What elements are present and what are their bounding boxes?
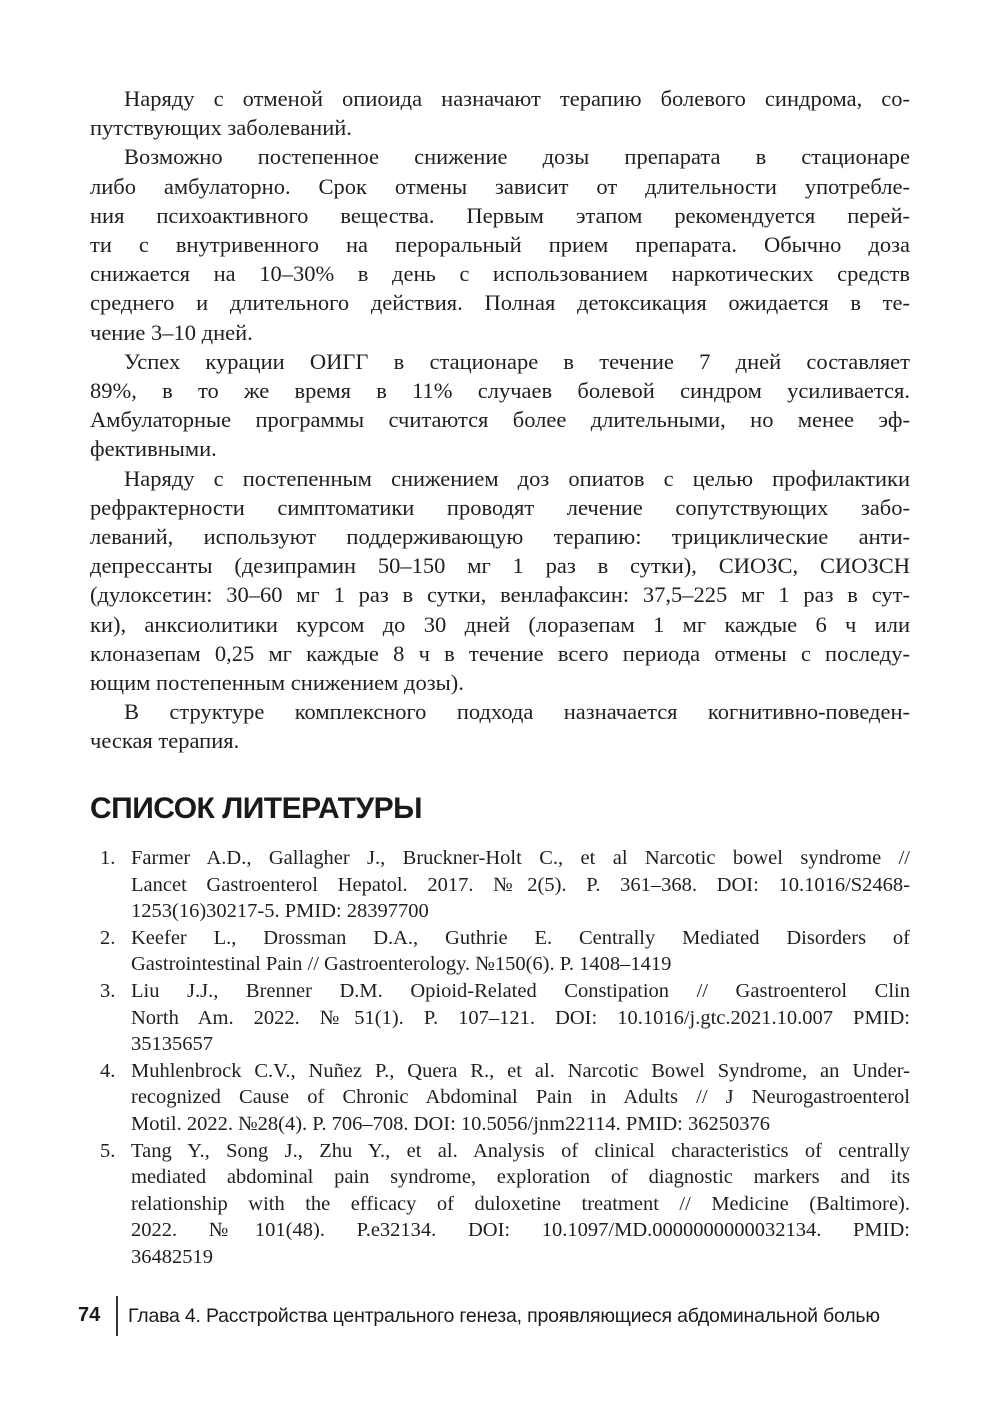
reference-number: 3. (100, 979, 116, 1002)
references-heading: СПИСОК ЛИТЕРАТУРЫ (90, 792, 423, 825)
reference-line: mediated abdominal pain syndrome, exploration of diagnostic markers and its (131, 1166, 910, 1189)
paragraph-line: ти с внутривенного на пероральный прием препарата. Обычно доза (90, 232, 910, 258)
paragraph-line: леваний, используют поддерживающую терапию: трициклические анти- (90, 524, 910, 550)
reference-item (90, 925, 910, 978)
paragraph-line: Наряду с отменой опиоида назначают терапию болевого синдрома, со- (124, 86, 910, 111)
paragraph-line: клоназепам 0,25 мг каждые 8 ч в течение всего периода отмены с последу- (90, 640, 910, 666)
paragraph-line: 89%, в то же время в 11% случаев болевой синдром усиливается. (90, 378, 910, 404)
reference-line: recognized Cause of Chronic Abdominal Pain in Adults // J Neurogastroenterol (131, 1086, 910, 1109)
paragraph-line: фективными. (90, 436, 217, 462)
reference-line: 35135657 (131, 1033, 213, 1056)
paragraph-line: ющим постепенным снижением дозы). (90, 670, 464, 696)
paragraph (90, 697, 910, 755)
reference-number: 5. (100, 1139, 116, 1162)
reference-line: Tang Y., Song J., Zhu Y., et al. Analysis of clinical characteristics of centrally (131, 1139, 910, 1162)
reference-line: Motil. 2022. №28(4). P. 706–708. DOI: 10.5056/jnm22114. PMID: 36250376 (131, 1112, 770, 1135)
paragraph-line: В структуре комплексного подхода назначается когнитивно-поведен- (124, 699, 910, 725)
reference-line: Farmer A.D., Gallagher J., Bruckner-Holt C., et al Narcotic bowel syndrome // (131, 847, 910, 869)
paragraph-line: ческая терапия. (90, 728, 240, 754)
reference-item (90, 1058, 910, 1138)
paragraph-line: Наряду с постепенным снижением доз опиатов с целью профилактики (124, 465, 910, 491)
paragraph-line: ки), анксиолитики курсом до 30 дней (лоразепам 1 мг каждые 6 ч или (90, 611, 910, 637)
reference-line: Muhlenbrock C.V., Nuñez P., Quera R., et al. Narcotic Bowel Syndrome, an Under- (131, 1059, 910, 1082)
reference-item (90, 1138, 910, 1271)
reference-line: Lancet Gastroenterol Hepatol. 2017. №2(5). P. 361–368. DOI: 10.1016/S2468- (131, 873, 910, 896)
reference-line: Gastrointestinal Pain // Gastroenterology. №150(6). P. 1408–1419 (131, 953, 672, 976)
reference-number: 1. (100, 847, 116, 869)
reference-item (90, 978, 910, 1058)
paragraph-line: либо амбулаторно. Срок отмены зависит от длительности употребле- (90, 173, 910, 199)
reference-line: Keefer L., Drossman D.A., Guthrie E. Centrally Mediated Disorders of (131, 926, 910, 949)
reference-line: 36482519 (131, 1245, 213, 1268)
reference-item (90, 845, 910, 925)
reference-line: North Am. 2022. №51(1). P. 107–121. DOI: 10.1016/j.gtc.2021.10.007 PMID: (131, 1006, 910, 1029)
paragraph-line: депрессанты (дезипрамин 50–150 мг 1 раз в сутки), СИОЗС, СИОЗСН (90, 553, 910, 579)
paragraph-line: чение 3–10 дней. (90, 319, 253, 345)
reference-line: relationship with the efficacy of duloxetine treatment // Medicine (Baltimore). (131, 1192, 910, 1215)
paragraph-line: (дулоксетин: 30–60 мг 1 раз в сутки, венлафаксин: 37,5–225 мг 1 раз в сут- (90, 582, 910, 608)
paragraph-line: среднего и длительного действия. Полная детоксикация ожидается в те- (90, 290, 910, 316)
reference-line: 2022. №101(48). P.e32134. DOI: 10.1097/MD.0000000000032134. PMID: (131, 1219, 910, 1242)
paragraph (90, 347, 910, 464)
reference-number: 2. (100, 926, 116, 949)
paragraph-line: Возможно постепенное снижение дозы препарата в стационаре (124, 144, 910, 170)
page-footer (68, 1296, 913, 1336)
paragraph-line: снижается на 10–30% в день с использованием наркотических средств (90, 261, 910, 287)
running-title: Глава 4. Расстройства центрального генеза, проявляющиеся абдоминальной болью (128, 1305, 880, 1327)
paragraph (90, 142, 910, 346)
paragraph-line: путствующих заболеваний. (90, 115, 352, 141)
paragraph (90, 464, 910, 698)
references-list (90, 845, 910, 1271)
paragraph-line: Успех курации ОИГГ в стационаре в течение 7 дней составляет (124, 348, 910, 374)
page-number: 74 (78, 1304, 101, 1326)
reference-line: Liu J.J., Brenner D.M. Opioid-Related Constipation // Gastroenterol Clin (131, 979, 910, 1002)
paragraph-line: ния психоактивного вещества. Первым этапом рекомендуется перей- (90, 202, 910, 228)
body-text (90, 84, 910, 756)
reference-number: 4. (100, 1059, 116, 1082)
paragraph-line: Амбулаторные программы считаются более длительными, но менее эф- (90, 407, 910, 433)
footer-divider (116, 1296, 118, 1336)
paragraph (90, 84, 910, 142)
reference-line: 1253(16)30217-5. PMID: 28397700 (131, 900, 429, 923)
paragraph-line: рефрактерности симптоматики проводят лечение сопутствующих забо- (90, 494, 910, 520)
